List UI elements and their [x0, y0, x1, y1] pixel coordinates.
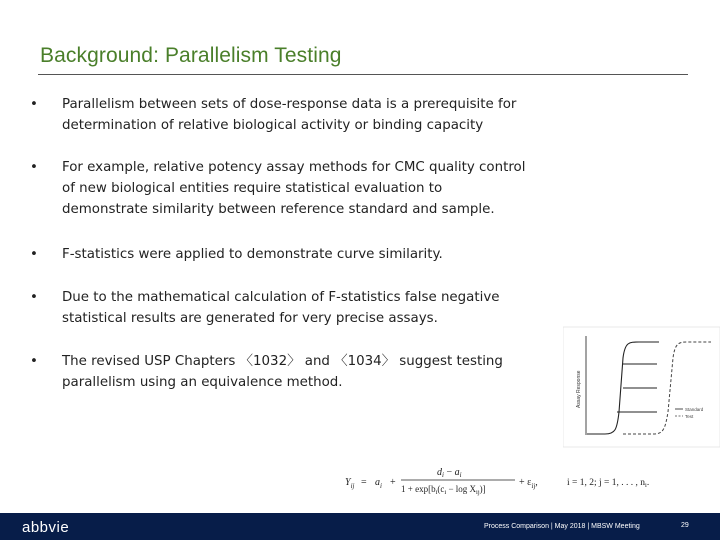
bullet-item [30, 157, 525, 220]
formula-index-end: . [646, 478, 650, 488]
formula-a-sub: i [459, 471, 462, 479]
formula-eps-sub: ij [531, 482, 536, 490]
bullet-line: F-statistics were applied to demonstrate curve similarity. [62, 247, 443, 262]
bullet-marker: • [30, 354, 38, 369]
formula-den-start: 1 + exp[b [401, 484, 436, 494]
bullet-marker: • [30, 290, 38, 305]
dose-response-plot [563, 322, 720, 450]
plot-frame [563, 327, 720, 447]
slide-title: Background: Parallelism Testing [40, 44, 342, 67]
bullet-item [30, 351, 503, 393]
formula-x-sub: ij [476, 489, 480, 496]
bullet-item [30, 287, 500, 329]
page-number: 29 [681, 522, 689, 529]
title-divider [38, 74, 688, 75]
bullet-line: For example, relative potency assay methods for CMC quality control [62, 160, 526, 175]
formula-den-end: − log X [446, 484, 477, 494]
bullet-line: statistical results are generated for very precise assays. [62, 311, 438, 326]
bullet-line: demonstrate similarity between reference standard and sample. [62, 202, 495, 217]
legend-label-standard: Standard [685, 407, 704, 412]
bullet-line: Parallelism between sets of dose-response data is a prerequisite for [62, 97, 517, 112]
bullet-item [30, 94, 516, 136]
formula-minus: − [443, 467, 455, 478]
formula-equals: = [361, 477, 367, 488]
formula-epsilon: + ε [519, 477, 532, 488]
formula-denominator [401, 484, 486, 496]
bullet-line: determination of relative biological activity or binding capacity [62, 118, 484, 133]
bullet-line: The revised USP Chapters 〈1032〉 and 〈1034〉 suggest testing [62, 354, 503, 369]
bullet-text [62, 244, 443, 265]
formula-error [519, 477, 538, 490]
formula-d-sub: i [442, 471, 444, 479]
formula-ai [375, 477, 382, 490]
formula-numerator [437, 467, 462, 479]
formula-plus: + [390, 477, 396, 488]
formula-comma: , [535, 477, 538, 488]
bullet-marker: • [30, 97, 38, 112]
footer-meeting-info: Process Comparison | May 2018 | MBSW Meeting [484, 523, 640, 530]
formula-den-close: )] [479, 484, 486, 494]
bullet-text [62, 157, 525, 220]
formula-den-mid: (c [437, 484, 445, 494]
formula-index-text: i = 1, 2; j = 1, . . . , n [567, 478, 646, 488]
formula-y-symbol: Y [345, 477, 351, 488]
bullet-line: of new biological entities require statistical evaluation to [62, 181, 443, 196]
abbvie-logo: abbvie [22, 519, 70, 536]
bullet-text [62, 94, 516, 136]
footer-bar [0, 513, 720, 540]
formula-n-sub: i [645, 482, 647, 489]
bullet-marker: • [30, 247, 38, 262]
bullet-marker: • [30, 160, 38, 175]
legend-label-test: Test [685, 414, 694, 419]
formula-c-sub: i [444, 489, 447, 496]
bullet-text [62, 287, 500, 329]
bullet-line: parallelism using an equivalence method. [62, 375, 343, 390]
bullet-line: Due to the mathematical calculation of F-statistics false negative [62, 290, 500, 305]
y-axis-label: Assay Response [576, 370, 582, 408]
bullet-item [30, 244, 443, 265]
formula-a-symbol: a [454, 467, 460, 478]
formula-ai-symbol: a [375, 477, 380, 488]
formula-y [345, 477, 355, 490]
formula-indices [567, 478, 649, 489]
regression-formula [345, 467, 670, 497]
bullet-text [62, 351, 503, 393]
formula-d-symbol: d [437, 467, 442, 478]
formula-b-sub: i [435, 489, 438, 496]
formula-y-sub: ij [350, 482, 355, 490]
formula-ai-sub: i [380, 482, 382, 490]
